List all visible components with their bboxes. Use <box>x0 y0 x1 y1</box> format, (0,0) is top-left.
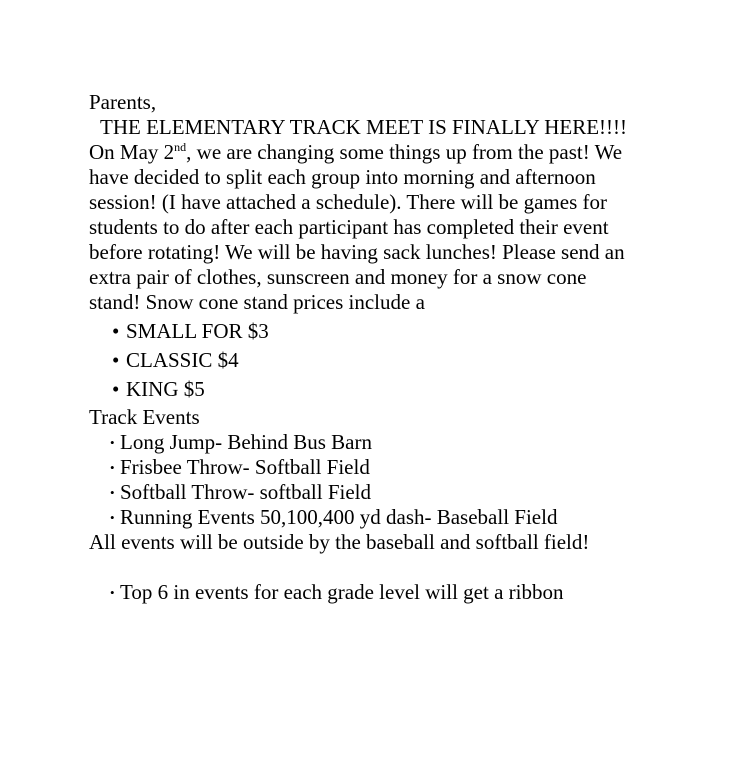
price-item-label: SMALL FOR $3 <box>126 319 269 343</box>
location-note: All events will be outside by the baseball and softball field! <box>89 530 590 554</box>
event-item-label: Frisbee Throw- Softball Field <box>120 455 370 479</box>
event-item-label: Long Jump- Behind Bus Barn <box>120 430 372 454</box>
body-line: students to do after each participant has completed their event <box>89 215 609 239</box>
bullet-icon: • <box>110 510 115 525</box>
intro-prefix: On May 2 <box>89 140 175 164</box>
bullet-icon: • <box>112 348 120 372</box>
greeting: Parents, <box>89 90 157 114</box>
letter-document <box>89 90 689 605</box>
event-item <box>89 480 689 505</box>
intro-suffix: , we are changing some things up from the past! We <box>186 140 623 164</box>
bullet-icon: • <box>112 319 120 343</box>
event-item-label: Running Events 50,100,400 yd dash- Baseball Field <box>120 505 558 529</box>
ribbon-list <box>89 580 689 605</box>
price-item-label: KING $5 <box>126 377 205 401</box>
headline: THE ELEMENTARY TRACK MEET IS FINALLY HERE!!!! <box>100 115 627 139</box>
body-line: before rotating! We will be having sack lunches! Please send an <box>89 240 625 264</box>
bullet-icon: • <box>112 377 120 401</box>
body-line: stand! Snow cone stand prices include a <box>89 290 425 314</box>
price-item <box>89 375 689 404</box>
body-line: extra pair of clothes, sunscreen and money for a snow cone <box>89 265 587 289</box>
events-title: Track Events <box>89 405 200 429</box>
event-item <box>89 430 689 455</box>
price-list <box>89 317 689 404</box>
intro-line <box>89 140 689 165</box>
bullet-icon: • <box>110 460 115 475</box>
event-item <box>89 505 689 530</box>
ribbon-item-label: Top 6 in events for each grade level will get a ribbon <box>120 580 564 604</box>
ribbon-item <box>89 580 689 605</box>
body-line: have decided to split each group into morning and afternoon <box>89 165 596 189</box>
date-ordinal-suffix: nd <box>174 140 187 154</box>
event-item-label: Softball Throw- softball Field <box>120 480 372 504</box>
bullet-icon: • <box>110 485 115 500</box>
bullet-icon: • <box>110 585 115 600</box>
events-list <box>89 430 689 530</box>
price-item <box>89 346 689 375</box>
price-item <box>89 317 689 346</box>
event-item <box>89 455 689 480</box>
price-item-label: CLASSIC $4 <box>126 348 239 372</box>
body-line: session! (I have attached a schedule). There will be games for <box>89 190 607 214</box>
bullet-icon: • <box>110 435 115 450</box>
